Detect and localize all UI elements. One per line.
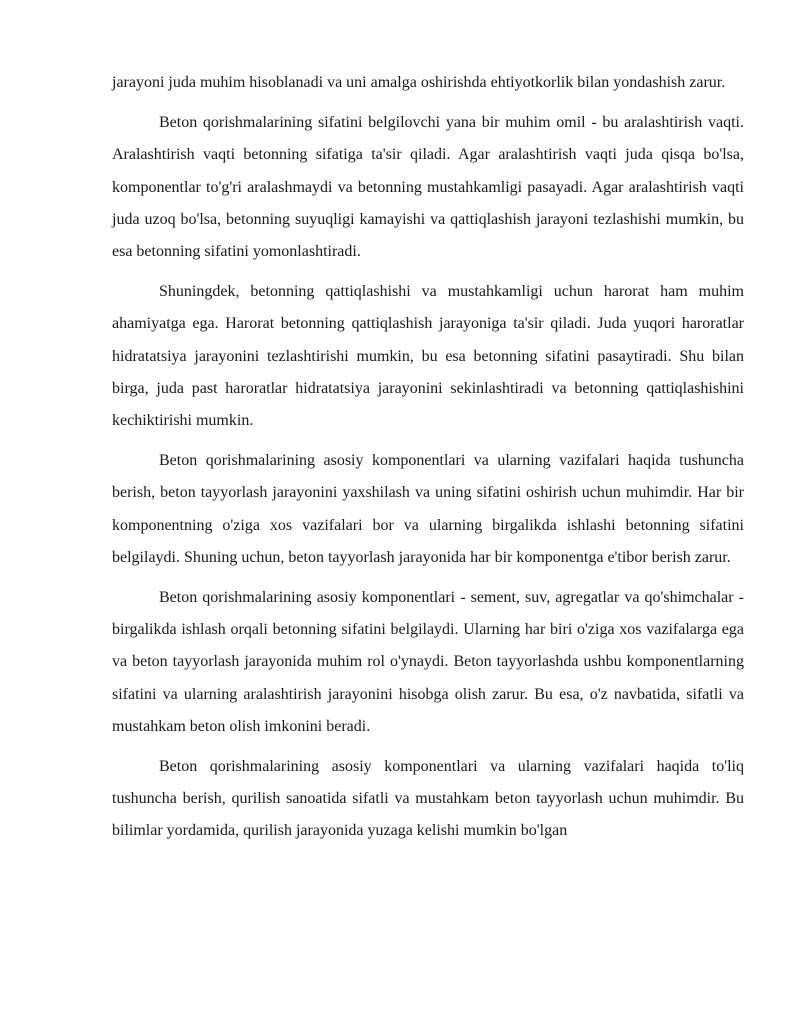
paragraph-components-understanding: Beton qorishmalarining asosiy komponentlari va ularning vazifalari haqida tushuncha berish, beton tayyorlash jarayonini yaxshilash va uning sifatini oshirish uchun muhimdir. Har bir komponentning o'ziga xos vazifalari bor va ularning birgalikda ishlashi betonning sifatini belgilaydi. Shuning uchun, beton tayyorlash jarayonida har bir komponentga e'tibor berish zarur. [112,452,744,566]
paragraph-mixing-time: Beton qorishmalarining sifatini belgilovchi yana bir muhim omil - bu aralashtirish vaqti. Aralashtirish vaqti betonning sifatiga ta'sir qiladi. Agar aralashtirish vaqti juda qisqa bo'lsa, komponentlar to'g'ri aralashmaydi va betonning mustahkamligi pasayadi. Agar aralashtirish vaqti juda uzoq bo'lsa, betonning suyuqligi kamayishi va qattiqlashish jarayoni tezlashishi mumkin, bu esa betonning sifatini yomonlashtiradi. [112,114,744,261]
paragraph-main-components: Beton qorishmalarining asosiy komponentlari - sement, suv, agregatlar va qo'shimchalar - birgalikda ishlash orqali betonning sifatini belgilaydi. Ularning har biri o'ziga xos vazifalarga ega va beton tayyorlash jarayonida muhim rol o'ynaydi. Beton tayyorlashda ushbu komponentlarning sifatini va ularning aralashtirish jarayonini hisobga olish zarur. Bu esa, o'z navbatida, sifatli va mustahkam beton olish imkonini beradi. [112,589,744,735]
paragraph-conclusion: Beton qorishmalarining asosiy komponentlari va ularning vazifalari haqida to'liq tushuncha berish, qurilish sanoatida sifatli va mustahkam beton tayyorlash uchun muhimdir. Bu bilimlar yordamida, qurilish jarayonida yuzaga kelishi mumkin bo'lgan [112,758,744,840]
paragraph-temperature: Shuningdek, betonning qattiqlashishi va mustahkamligi uchun harorat ham muhim ahamiyatga ega. Harorat betonning qattiqlashish jarayoniga ta'sir qiladi. Juda yuqori haroratlar hidratatsiya jarayonini tezlashtirishi mumkin, bu esa betonning sifatini pasaytiradi. Shu bilan birga, juda past haroratlar hidratatsiya jarayonini sekinlashtiradi va betonning qattiqlashishini kechiktirishi mumkin. [112,283,744,430]
paragraph-continuation: jarayoni juda muhim hisoblanadi va uni amalga oshirishda ehtiyotkorlik bilan yondashish zarur. [112,74,726,91]
document-page [112,67,744,856]
